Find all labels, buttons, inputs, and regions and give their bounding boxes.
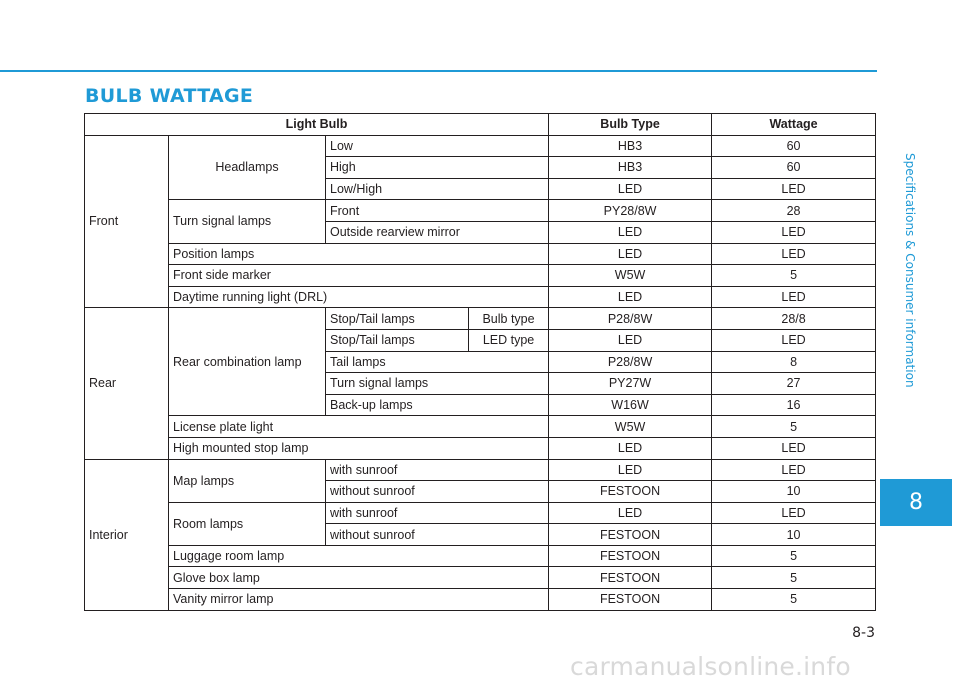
sub-type-cell: LED type bbox=[469, 329, 549, 351]
item-cell: Back-up lamps bbox=[326, 394, 549, 416]
wattage-cell: 5 bbox=[712, 567, 876, 589]
group-interior: Interior bbox=[85, 459, 169, 610]
item-cell: Position lamps bbox=[169, 243, 549, 265]
item-cell: Low/High bbox=[326, 178, 549, 200]
table-row bbox=[85, 416, 876, 438]
wattage-cell: 5 bbox=[712, 545, 876, 567]
watermark: carmanualsonline.info bbox=[570, 652, 851, 681]
sub-type-cell: Bulb type bbox=[469, 308, 549, 330]
wattage-cell: 60 bbox=[712, 135, 876, 157]
table-row bbox=[85, 545, 876, 567]
item-cell: Tail lamps bbox=[326, 351, 549, 373]
item-cell: Stop/Tail lamps bbox=[326, 308, 469, 330]
bulb-type-cell: FESTOON bbox=[549, 589, 712, 611]
bulb-wattage-table bbox=[84, 113, 876, 611]
bulb-type-cell: P28/8W bbox=[549, 308, 712, 330]
wattage-cell: 8 bbox=[712, 351, 876, 373]
wattage-cell: LED bbox=[712, 243, 876, 265]
wattage-cell: 60 bbox=[712, 157, 876, 179]
item-cell: Luggage room lamp bbox=[169, 545, 549, 567]
wattage-cell: LED bbox=[712, 437, 876, 459]
bulb-type-cell: LED bbox=[549, 221, 712, 243]
table-row bbox=[85, 286, 876, 308]
group-rear: Rear bbox=[85, 308, 169, 459]
wattage-cell: LED bbox=[712, 178, 876, 200]
wattage-cell: LED bbox=[712, 459, 876, 481]
wattage-cell: 5 bbox=[712, 589, 876, 611]
bulb-type-cell: P28/8W bbox=[549, 351, 712, 373]
subgroup-headlamps: Headlamps bbox=[169, 135, 326, 200]
wattage-cell: LED bbox=[712, 329, 876, 351]
item-cell: with sunroof bbox=[326, 502, 549, 524]
bulb-type-cell: LED bbox=[549, 459, 712, 481]
bulb-type-cell: LED bbox=[549, 243, 712, 265]
section-side-label: Specifications & Consumer information bbox=[903, 152, 917, 388]
page-number: 8-3 bbox=[852, 625, 875, 641]
item-cell: with sunroof bbox=[326, 459, 549, 481]
bulb-type-cell: FESTOON bbox=[549, 524, 712, 546]
wattage-cell: 10 bbox=[712, 524, 876, 546]
table-row bbox=[85, 502, 876, 524]
subgroup-rear-combination: Rear combination lamp bbox=[169, 308, 326, 416]
bulb-type-cell: LED bbox=[549, 437, 712, 459]
table-row bbox=[85, 308, 876, 330]
table-header-row bbox=[85, 114, 876, 136]
chapter-tab[interactable]: 8 bbox=[880, 479, 952, 526]
item-cell: without sunroof bbox=[326, 481, 549, 503]
subgroup-room-lamps: Room lamps bbox=[169, 502, 326, 545]
subgroup-map-lamps: Map lamps bbox=[169, 459, 326, 502]
top-rule bbox=[0, 70, 877, 72]
bulb-type-cell: HB3 bbox=[549, 157, 712, 179]
table-row bbox=[85, 265, 876, 287]
item-cell: Outside rearview mirror bbox=[326, 221, 549, 243]
table-row bbox=[85, 589, 876, 611]
bulb-type-cell: FESTOON bbox=[549, 567, 712, 589]
table-row bbox=[85, 437, 876, 459]
page-title: BULB WATTAGE bbox=[85, 85, 254, 107]
bulb-type-cell: LED bbox=[549, 178, 712, 200]
item-cell: Glove box lamp bbox=[169, 567, 549, 589]
item-cell: Low bbox=[326, 135, 549, 157]
item-cell: Turn signal lamps bbox=[326, 373, 549, 395]
header-wattage: Wattage bbox=[712, 114, 876, 136]
bulb-type-cell: LED bbox=[549, 286, 712, 308]
item-cell: without sunroof bbox=[326, 524, 549, 546]
table-row bbox=[85, 200, 876, 222]
bulb-type-cell: LED bbox=[549, 329, 712, 351]
wattage-cell: 5 bbox=[712, 416, 876, 438]
item-cell: Vanity mirror lamp bbox=[169, 589, 549, 611]
item-cell: High mounted stop lamp bbox=[169, 437, 549, 459]
wattage-cell: LED bbox=[712, 502, 876, 524]
wattage-cell: 5 bbox=[712, 265, 876, 287]
item-cell: Daytime running light (DRL) bbox=[169, 286, 549, 308]
item-cell: High bbox=[326, 157, 549, 179]
bulb-type-cell: PY27W bbox=[549, 373, 712, 395]
header-bulb-type: Bulb Type bbox=[549, 114, 712, 136]
bulb-type-cell: FESTOON bbox=[549, 545, 712, 567]
wattage-cell: 10 bbox=[712, 481, 876, 503]
bulb-type-cell: FESTOON bbox=[549, 481, 712, 503]
bulb-type-cell: W5W bbox=[549, 265, 712, 287]
table-row bbox=[85, 243, 876, 265]
bulb-type-cell: HB3 bbox=[549, 135, 712, 157]
wattage-cell: 28 bbox=[712, 200, 876, 222]
subgroup-turn-signal: Turn signal lamps bbox=[169, 200, 326, 243]
wattage-cell: 16 bbox=[712, 394, 876, 416]
table-row bbox=[85, 135, 876, 157]
header-light-bulb: Light Bulb bbox=[85, 114, 549, 136]
wattage-cell: LED bbox=[712, 286, 876, 308]
bulb-type-cell: LED bbox=[549, 502, 712, 524]
item-cell: Stop/Tail lamps bbox=[326, 329, 469, 351]
item-cell: License plate light bbox=[169, 416, 549, 438]
wattage-cell: LED bbox=[712, 221, 876, 243]
bulb-type-cell: W5W bbox=[549, 416, 712, 438]
item-cell: Front bbox=[326, 200, 549, 222]
wattage-cell: 28/8 bbox=[712, 308, 876, 330]
table-row bbox=[85, 459, 876, 481]
item-cell: Front side marker bbox=[169, 265, 549, 287]
group-front: Front bbox=[85, 135, 169, 308]
wattage-cell: 27 bbox=[712, 373, 876, 395]
bulb-type-cell: PY28/8W bbox=[549, 200, 712, 222]
bulb-type-cell: W16W bbox=[549, 394, 712, 416]
table-row bbox=[85, 567, 876, 589]
